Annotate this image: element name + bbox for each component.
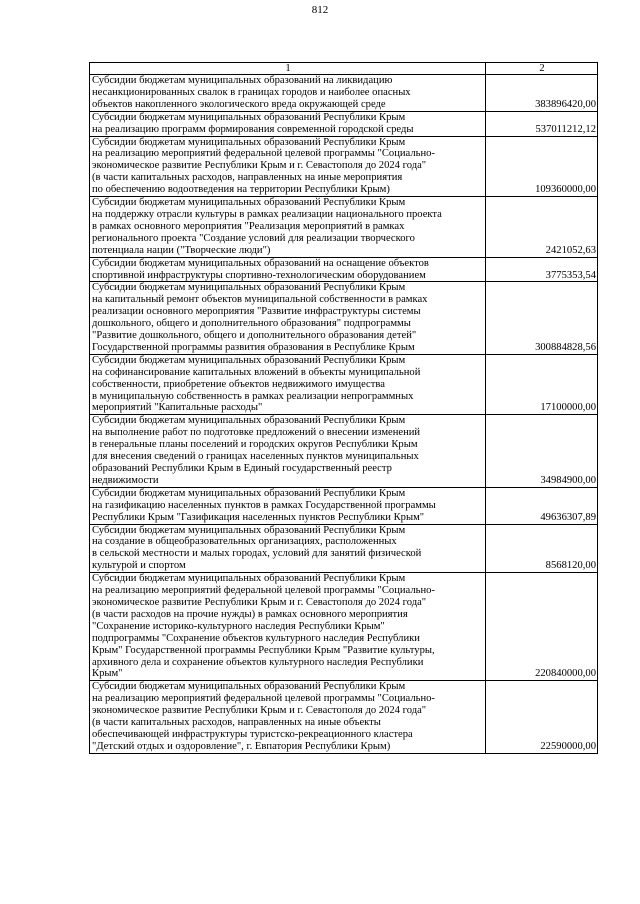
row-amount: 220840000,00 (486, 573, 598, 681)
row-amount: 3775353,54 (486, 257, 598, 282)
row-description: Субсидии бюджетам муниципальных образований Республики Крым на реализацию мероприятий федеральной целевой программы "Социально- экономическое развитие Республики Крым и г. Севастополя до 2024 года" (в части капитальных расходов, направленных на иные мероприятия по обеспечению водоотведения на территории Республики Крым) (90, 136, 486, 197)
table-row (90, 573, 598, 681)
table-row (90, 75, 598, 112)
row-description: Субсидии бюджетам муниципальных образований Республики Крым на выполнение работ по подготовке предложений о внесении изменений в генеральные планы поселений и городских округов Республики Крым для внесения сведений о границах населенных пунктов муниципальных образований Республики Крым в Единый государственный реестр недвижимости (90, 415, 486, 487)
table-row (90, 136, 598, 197)
row-description: Субсидии бюджетам муниципальных образований Республики Крым на поддержку отрасли культуры в рамках реализации национального проекта в рамках основного мероприятия "Реализация мероприятий в рамках регионального проекта "Создание условий для реализации творческого потенциала нации ("Творческие люди") (90, 197, 486, 258)
page-number: 812 (311, 4, 329, 16)
row-description: Субсидии бюджетам муниципальных образований Республики Крым на софинансирование капитальных вложений в объекты муниципальной собственности, приобретение объектов недвижимого имущества в муниципальную собственность в рамках реализации непрограммных мероприятий "Капитальные расходы" (90, 354, 486, 415)
row-description: Субсидии бюджетам муниципальных образований на оснащение объектов спортивной инфраструктуры спортивно-технологическим оборудованием (90, 257, 486, 282)
row-amount: 8568120,00 (486, 524, 598, 573)
row-amount: 17100000,00 (486, 354, 598, 415)
table-row (90, 354, 598, 415)
row-amount: 2421052,63 (486, 197, 598, 258)
table-row (90, 681, 598, 753)
row-description: Субсидии бюджетам муниципальных образований Республики Крым на реализацию программ формирования современной городской среды (90, 111, 486, 136)
row-description: Субсидии бюджетам муниципальных образований Республики Крым на капитальный ремонт объектов муниципальной собственности в рамках реализации основного мероприятия "Развитие инфраструктуры системы дошкольного, общего и дополнительного образования" подпрограммы "Развитие дошкольного, общего и дополнительного образования детей" Государственной программы развития образования в Республике Крым (90, 282, 486, 354)
column-header-amount: 2 (486, 63, 598, 75)
row-description: Субсидии бюджетам муниципальных образований на ликвидацию несанкционированных свалок в границах городов и наиболее опасных объектов накопленного экологического вреда окружающей среде (90, 75, 486, 112)
row-description: Субсидии бюджетам муниципальных образований Республики Крым на реализацию мероприятий федеральной целевой программы "Социально- экономическое развитие Республики Крым и г. Севастополя до 2024 года" (в части капитальных расходов, направленных на иные объекты обеспечивающей инфраструктуры туристско-рекреационного кластера "Детский отдых и оздоровление", г. Евпатория Республики Крым) (90, 681, 486, 753)
row-amount: 537011212,12 (486, 111, 598, 136)
table-row (90, 197, 598, 258)
table-row (90, 282, 598, 354)
subsidies-table (89, 62, 598, 754)
table-row (90, 487, 598, 524)
row-amount: 34984900,00 (486, 415, 598, 487)
row-amount: 109360000,00 (486, 136, 598, 197)
row-description: Субсидии бюджетам муниципальных образований Республики Крым на реализацию мероприятий федеральной целевой программы "Социально- экономическое развитие Республики Крым и г. Севастополя до 2024 года" (в части расходов на прочие нужды) в рамках основного мероприятия "Сохранение историко-культурного наследия Республики Крым" подпрограммы "Сохранение объектов культурного наследия Республики Крым" Государственной программы Республики Крым "Развитие культуры, архивного дела и сохранение объектов культурного наследия Республики Крым" (90, 573, 486, 681)
table-row (90, 524, 598, 573)
table-header-row (90, 63, 598, 75)
table-row (90, 415, 598, 487)
row-description: Субсидии бюджетам муниципальных образований Республики Крым на газификацию населенных пунктов в рамках Государственной программы Республики Крым "Газификация населенных пунктов Республики Крым" (90, 487, 486, 524)
row-amount: 383896420,00 (486, 75, 598, 112)
table-row (90, 257, 598, 282)
row-amount: 22590000,00 (486, 681, 598, 753)
table-row (90, 111, 598, 136)
row-description: Субсидии бюджетам муниципальных образований Республики Крым на создание в общеобразовательных организациях, расположенных в сельской местности и малых городах, условий для занятий физической культурой и спортом (90, 524, 486, 573)
row-amount: 300884828,56 (486, 282, 598, 354)
column-header-description: 1 (90, 63, 486, 75)
row-amount: 49636307,89 (486, 487, 598, 524)
